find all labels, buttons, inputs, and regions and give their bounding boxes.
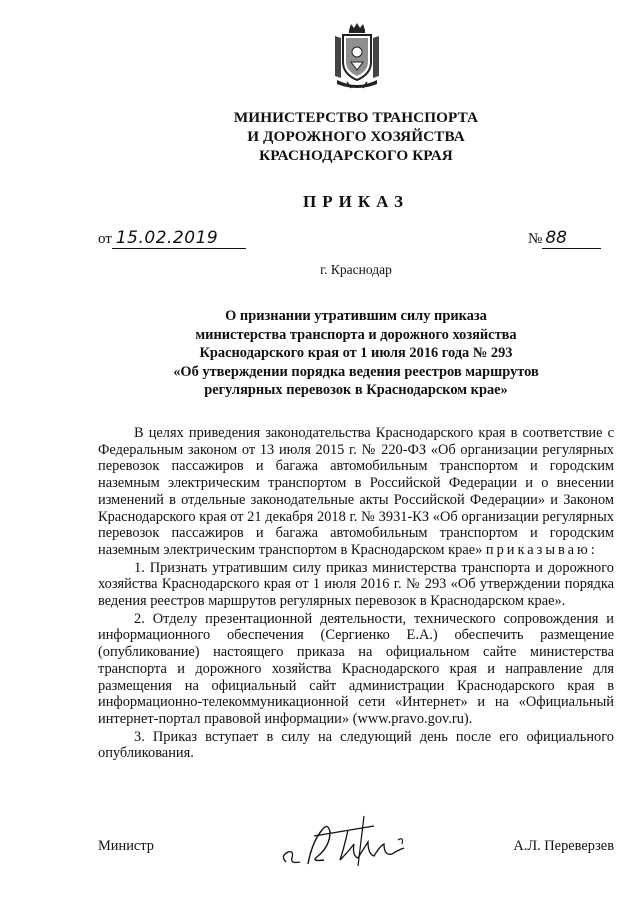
item-1-paragraph: 1. Признать утратившим силу приказ министерства транспорта и дорожного хозяйства Краснодарского края от 1 июля 2016 г. № 293 «Об утверждении порядка ведения реестров маршрутов регулярных перевозок в Краснодарском крае».	[98, 559, 614, 610]
preamble-text: В целях приведения законодательства Краснодарского края в соответствие с Федеральным законом от 13 июля 2015 г. № 220-ФЗ «Об организации регулярных перевозок пассажиров и багажа автомобильным транспортом и городским наземным электрическим транспортом в Российской Федерации и о внесении изменений в отдельные законодательные акты Российской Федерации» и Законом Краснодарского края от 21 декабря 2018 г. № 3931-КЗ «Об организации регулярных перевозок пассажиров и багажа автомобильным транспортом и городским наземным электрическим транспортом в Краснодарском крае»	[98, 425, 614, 558]
subject-line-1: О признании утратившим силу приказа	[225, 308, 487, 324]
item-2-paragraph: 2. Отделу презентационной деятельности, технического сопровождения и информационного обеспечения (Сергиенко Е.А.) обеспечить размещение (опубликование) настоящего приказа на официальном сайте министерства транспорта и дорожного хозяйства Краснодарского края и направление для размещения на официальный сайт администрации Краснодарского края в информационно-телекоммуникационной сети «Интернет» и на «Официальный интернет-портал правовой информации» (www.pravo.gov.ru).	[98, 610, 614, 727]
item-3-paragraph: 3. Приказ вступает в силу на следующий день после его официального опубликования.	[98, 728, 614, 762]
order-title: ПРИКАЗ	[303, 192, 409, 211]
subject-line-4: «Об утверждении порядка ведения реестров маршрутов	[173, 363, 539, 380]
signer-name: А.Л. Переверзев	[513, 838, 614, 854]
number-prefix: №	[528, 231, 543, 247]
subject-line-5: регулярных перевозок в Краснодарском крае»	[204, 382, 508, 398]
preamble-paragraph	[98, 425, 614, 559]
krasnodar-coat-of-arms-icon	[331, 22, 383, 92]
order-body	[98, 425, 614, 762]
date-prefix: от	[98, 231, 112, 247]
subject-line-3: Краснодарского края от 1 июля 2016 года № 293	[199, 345, 513, 361]
subject-line-2: министерства транспорта и дорожного хозяйства	[195, 326, 517, 343]
order-date	[98, 228, 246, 249]
order-number	[528, 228, 601, 249]
handwritten-signature	[278, 812, 438, 872]
number-value: 88	[542, 228, 601, 249]
order-word: приказываю:	[485, 541, 598, 558]
ministry-line-2: И ДОРОЖНОГО ХОЗЯЙСТВА	[247, 128, 465, 145]
date-value: 15.02.2019	[112, 228, 246, 249]
ministry-line-3: КРАСНОДАРСКОГО КРАЯ	[259, 147, 453, 164]
ministry-line-1: МИНИСТЕРСТВО ТРАНСПОРТА	[233, 109, 479, 126]
order-city: г. Краснодар	[320, 262, 392, 277]
ministry-header	[0, 108, 640, 165]
order-subject	[98, 307, 614, 400]
signer-position: Министр	[98, 838, 154, 854]
